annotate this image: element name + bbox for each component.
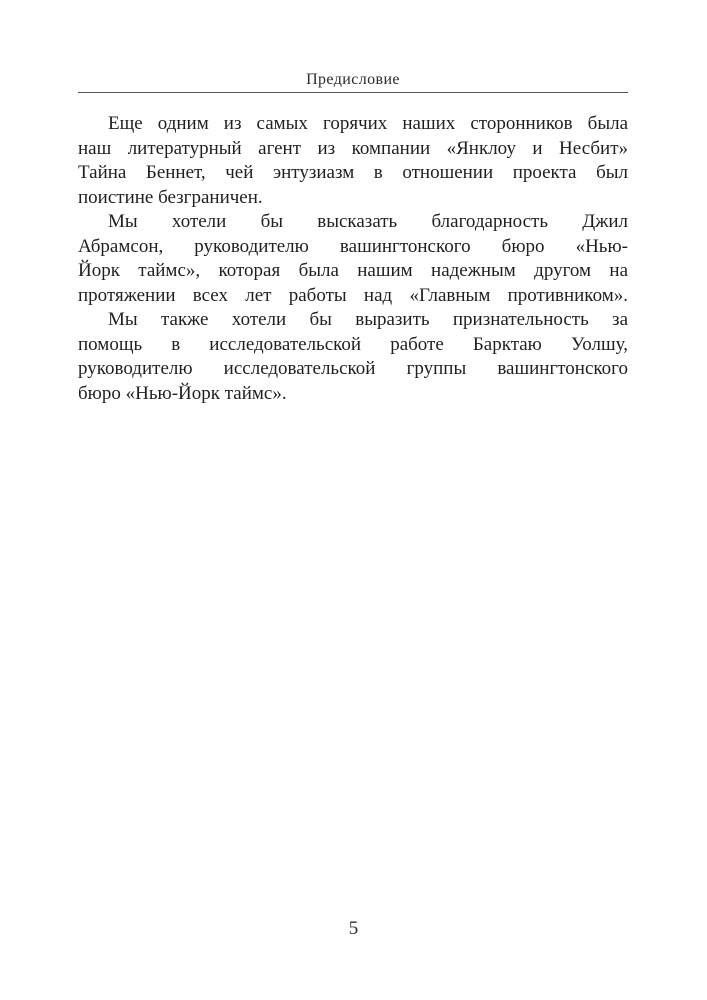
text-line: помощь в исследовательской работе Барктаю Уолшу, [78,333,628,355]
text-line: наш литературный агент из компании «Янклоу и Несбит» [78,137,628,159]
paragraph [78,308,628,406]
paragraph [78,112,628,210]
text-line: Тайна Беннет, чей энтузиазм в отношении проекта был [78,162,628,183]
text-line: Еще одним из самых горячих наших сторонников была [108,113,628,134]
page-number: 5 [348,918,359,939]
header-rule-divider [78,92,628,93]
text-line: протяжении всех лет работы над «Главным противником». [78,284,628,306]
page-body-text [78,112,628,406]
running-header: Предисловие [306,71,400,88]
text-line: поистине безграничен. [78,186,263,208]
text-line: Абрамсон, руководителю вашингтонского бюро «Нью- [78,235,628,257]
text-line: Йорк таймс», которая была нашим надежным другом на [78,260,628,281]
text-line: Мы также хотели бы выразить признательность за [108,309,628,330]
text-line: руководителю исследовательской группы вашингтонского [78,358,628,379]
text-line: Мы хотели бы высказать благодарность Джил [108,211,628,232]
text-line: бюро «Нью-Йорк таймс». [78,382,287,404]
paragraph [78,210,628,308]
